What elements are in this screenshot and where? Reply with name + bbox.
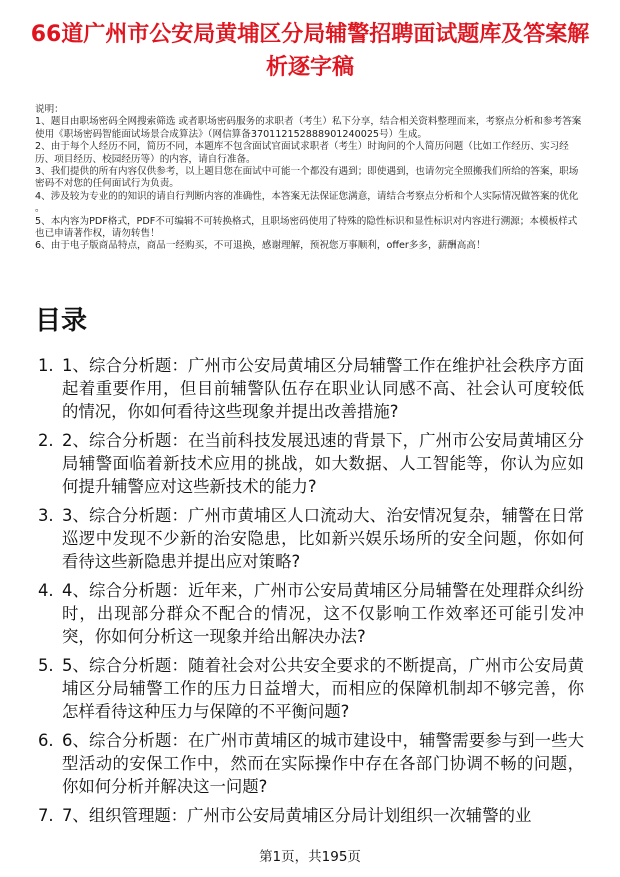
toc-item-1[interactable] — [38, 354, 584, 423]
page-number: 第1页，共195页 — [259, 849, 361, 865]
document-title: 66道广州市公安局黄埔区分局辅警招聘面试题库及答案解析逐字稿 — [30, 22, 590, 80]
toc-item-number: 7. — [38, 806, 54, 825]
note-item: 5、本内容为PDF格式，PDF不可编辑不可转换格式，且职场密码使用了特殊的隐性标识和显性标识对内容进行溯源；本模板样式也已申请著作权，请勿转售！ — [35, 215, 578, 240]
notes-section — [35, 104, 585, 253]
toc-item-number: 3. — [38, 506, 54, 525]
toc-item-text[interactable]: 1、综合分析题：广州市公安局黄埔区分局辅警工作在维护社会秩序方面起着重要作用，但目前辅警队伍存在职业认同感不高、社会认可度较低的情况，你如何看待这些现象并提出改善措施? — [62, 356, 584, 421]
note-item: 6、由于电子版商品特点，商品一经购买，不可退换，感谢理解，预祝您万事顺利，offer多多，薪酬高高！ — [35, 240, 486, 252]
toc-item-text[interactable]: 6、综合分析题：在广州市黄埔区的城市建设中，辅警需要参与到一些大型活动的安保工作中，然而在实际操作中存在各部门协调不畅的问题，你如何分析并解决这一问题? — [62, 731, 584, 796]
toc-item-6[interactable] — [38, 729, 584, 798]
toc-item-text[interactable]: 4、综合分析题：近年来，广州市公安局黄埔区分局辅警在处理群众纠纷时，出现部分群众不配合的情况，这不仅影响工作效率还可能引发冲突，你如何分析这一现象并给出解决办法? — [62, 581, 584, 646]
toc-item-text[interactable]: 7、组织管理题：广州市公安局黄埔区分局计划组织一次辅警的业 — [62, 806, 532, 825]
toc-item-number: 1. — [38, 356, 54, 375]
toc-list — [38, 354, 584, 833]
toc-item-4[interactable] — [38, 579, 584, 648]
toc-item-number: 4. — [38, 581, 54, 600]
toc-item-5[interactable] — [38, 654, 584, 723]
toc-item-3[interactable] — [38, 504, 584, 573]
note-item: 1、题目由职场密码全网搜索筛选 或者职场密码服务的求职者（考生）私下分享，结合相关资料整理而来，考察点分析和参考答案使用《职场密码智能面试场景合成算法》（网信算备370112152888901240025号）生成。 — [35, 116, 582, 140]
toc-heading: 目录 — [35, 306, 88, 336]
toc-item-7[interactable] — [38, 804, 584, 827]
note-item: 2、由于每个人经历不同，简历不同，本题库不包含面试官面试求职者（考生）时询问的个人简历问题（比如工作经历、实习经历、项目经历、校园经历等）的内容，请自行准备。 — [35, 141, 569, 165]
toc-item-text[interactable]: 2、综合分析题：在当前科技发展迅速的背景下，广州市公安局黄埔区分局辅警面临着新技术应用的挑战，如大数据、人工智能等，你认为应如何提升辅警应对这些新技术的能力? — [62, 431, 584, 496]
toc-item-2[interactable] — [38, 429, 584, 498]
toc-item-number: 2. — [38, 431, 54, 450]
toc-item-text[interactable]: 3、综合分析题：广州市黄埔区人口流动大、治安情况复杂，辅警在日常巡逻中发现不少新的治安隐患，比如新兴娱乐场所的安全问题，你如何看待这些新隐患并提出应对策略? — [62, 506, 584, 571]
note-item: 4、涉及较为专业的的知识的请自行判断内容的准确性，本答案无法保证您满意，请结合考察点分析和个人实际情况做答案的优化 。 — [35, 190, 579, 215]
note-item: 3、我们提供的所有内容仅供参考，以上题目您在面试中可能一个都没有遇到；即使遇到，也请勿完全照搬我们所给的答案，职场密码不对您的任何面试行为负责。 — [35, 166, 579, 190]
toc-item-number: 6. — [38, 731, 54, 750]
toc-item-text[interactable]: 5、综合分析题：随着社会对公共安全要求的不断提高，广州市公安局黄埔区分局辅警工作的压力日益增大，而相应的保障机制却不够完善，你怎样看待这种压力与保障的不平衡问题? — [62, 656, 584, 721]
notes-heading: 说明： — [35, 104, 64, 115]
toc-item-number: 5. — [38, 656, 54, 675]
